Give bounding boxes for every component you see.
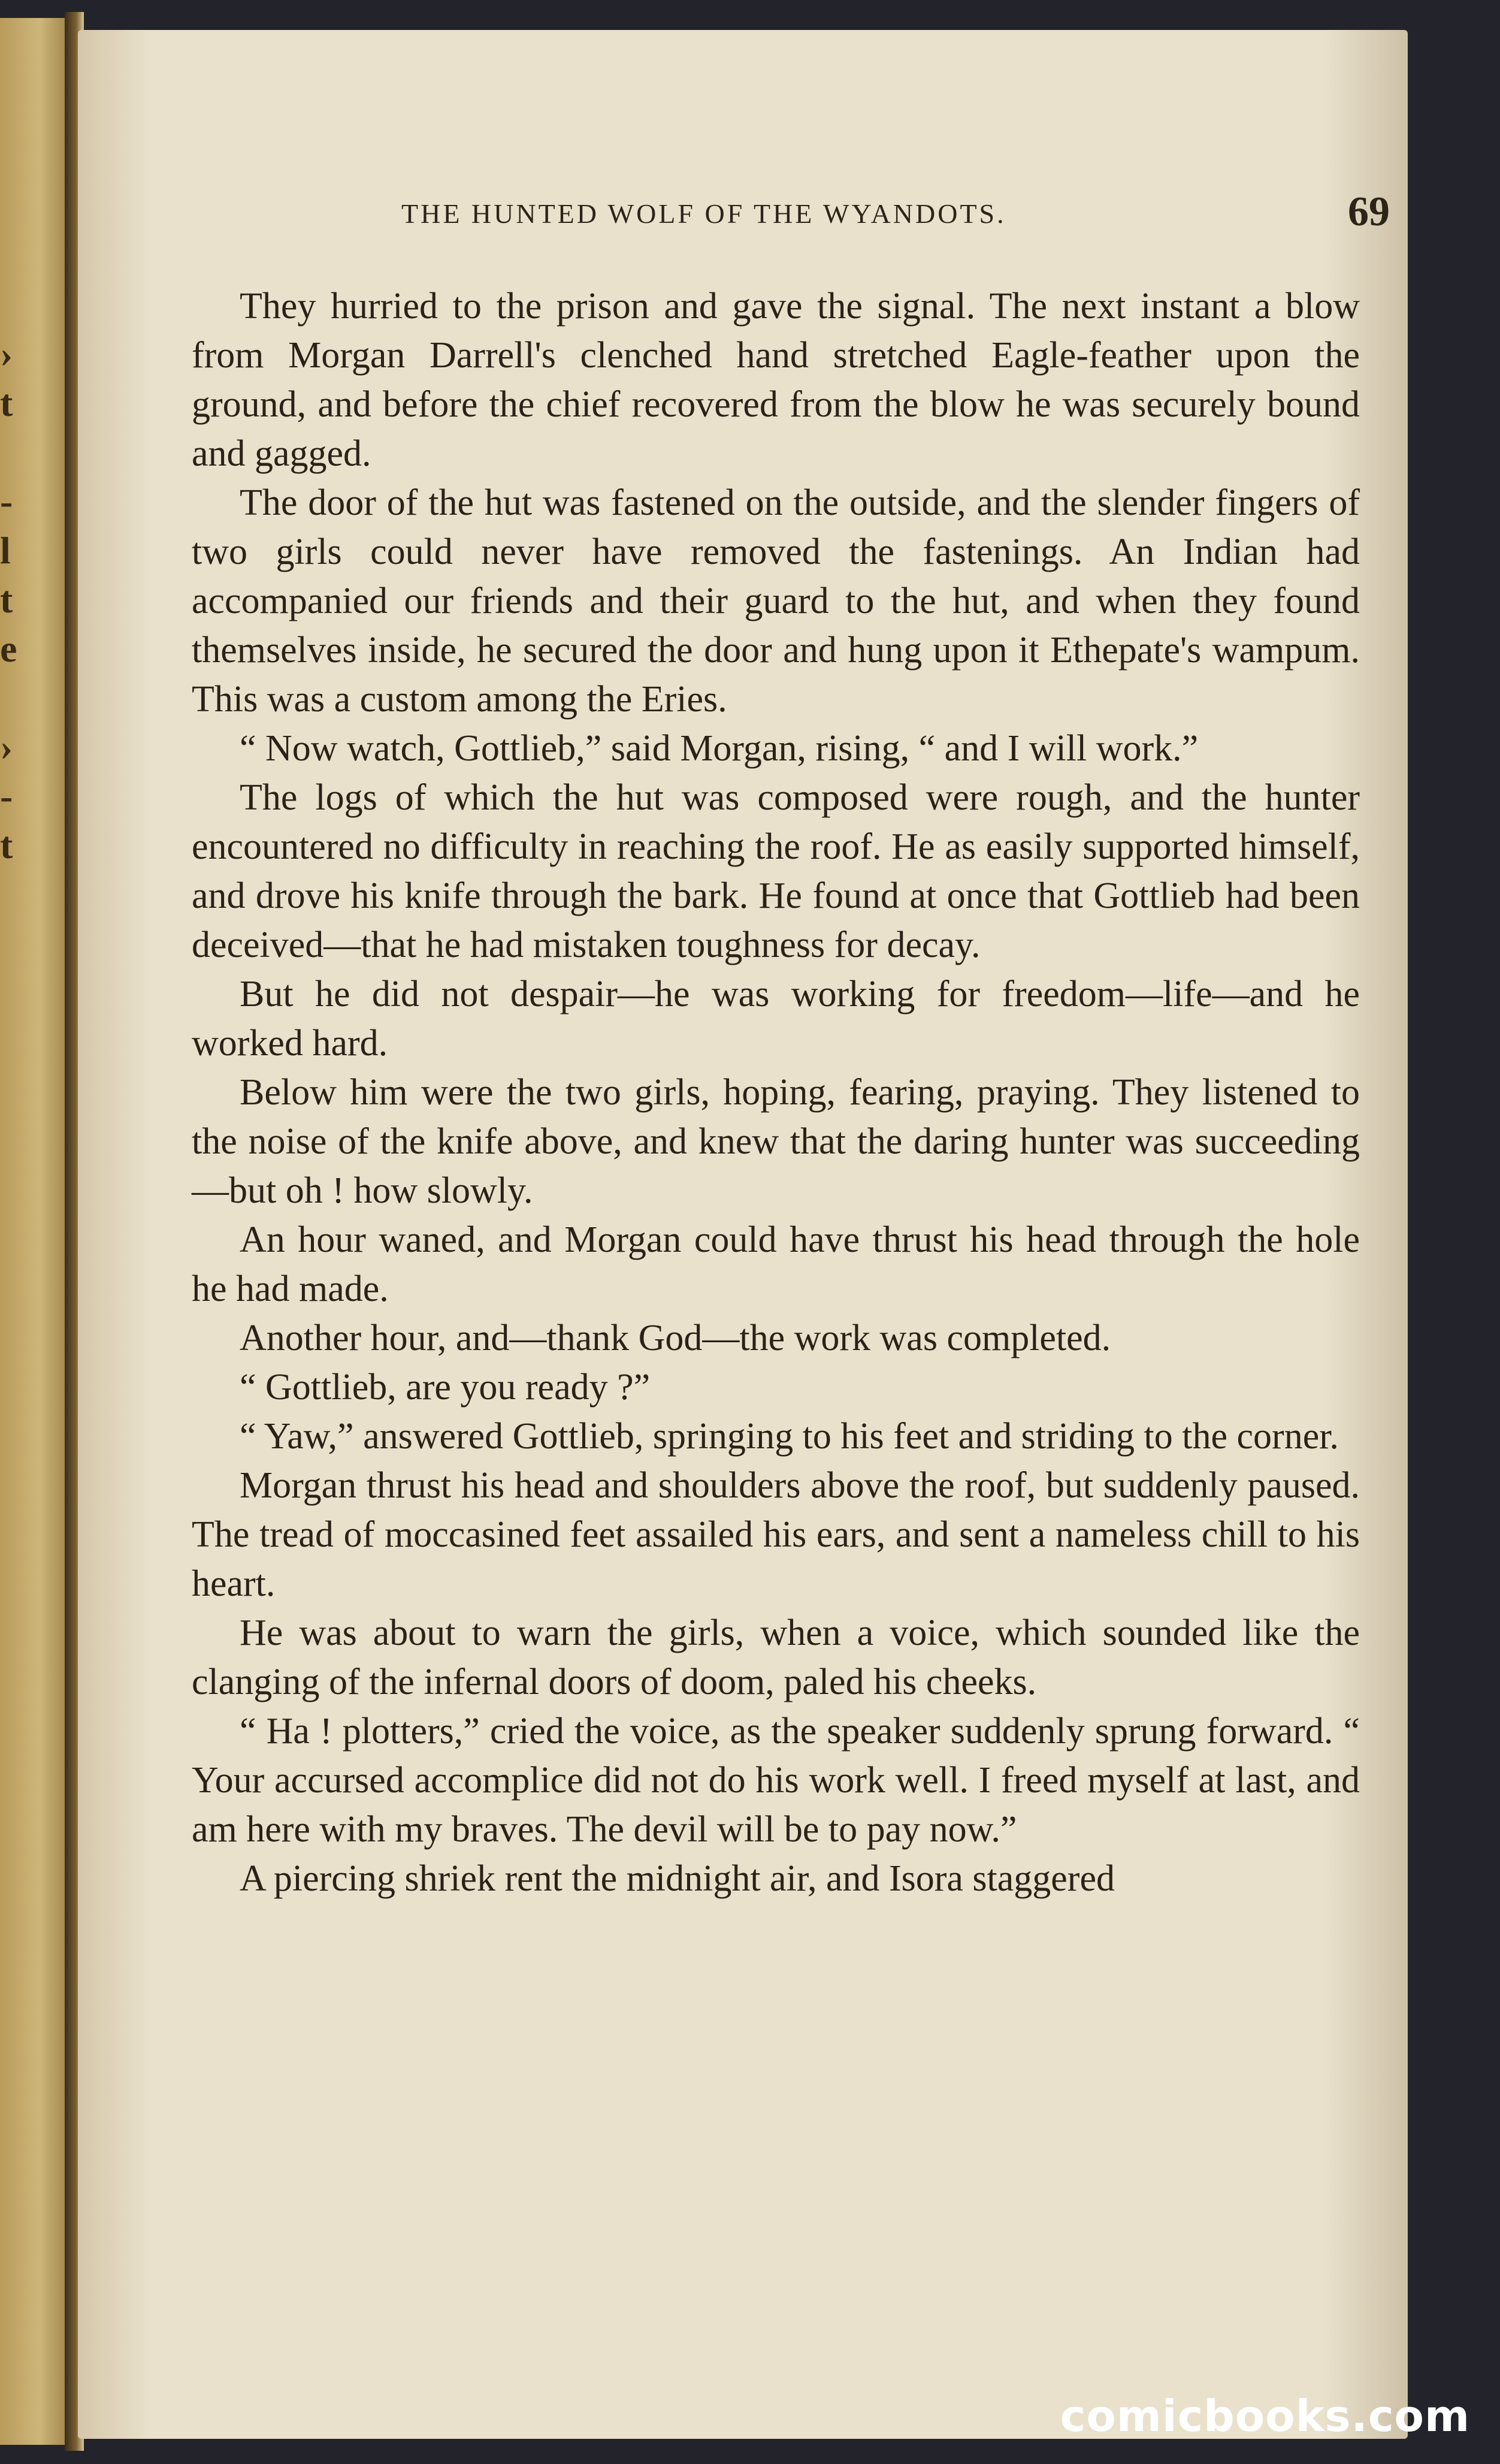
paragraph: The door of the hut was fastened on the outside, and the slender fingers of two girls could never have removed the fastenings. An Indian had accompanied our friends and their guard to the hut, and when they found themselves inside, he secured the door and hung upon it Ethepate's wampum. This was a custom among the Eries. <box>192 482 1360 720</box>
paragraph: Morgan thrust his head and shoulders above the roof, but suddenly paused. The tread of moccasined feet assailed his ears, and sent a nameless chill to his heart. <box>192 1465 1360 1604</box>
paragraph: But he did not despair—he was working for freedom—life—and he worked hard. <box>192 974 1360 1064</box>
paragraph: “ Now watch, Gottlieb,” said Morgan, rising, “ and I will work.” <box>240 728 1199 769</box>
facing-page-fragment: l <box>0 529 11 572</box>
paragraph: Another hour, and—thank God—the work was completed. <box>240 1318 1111 1358</box>
page-number: 69 <box>1348 189 1390 235</box>
facing-page-fragment: - <box>0 775 13 817</box>
page-header <box>323 189 1408 240</box>
paragraph: An hour waned, and Morgan could have thrust his head through the hole he had made. <box>192 1219 1360 1309</box>
facing-page-fragment <box>0 674 24 723</box>
book-page <box>78 30 1408 2439</box>
facing-page-fragment: - <box>0 480 13 523</box>
facing-page-fragment: › <box>0 726 13 768</box>
facing-page-fragment: e <box>0 627 17 670</box>
running-title: THE HUNTED WOLF OF THE WYANDOTS. <box>401 198 1006 229</box>
paragraph: He was about to warn the girls, when a voice, which sounded like the clanging of the infernal doors of doom, paled his cheeks. <box>192 1613 1360 1702</box>
facing-page-fragment: t <box>0 382 13 424</box>
facing-page-fragment: › <box>0 333 13 375</box>
body-text <box>192 282 1360 1903</box>
paragraph: Below him were the two girls, hoping, fearing, praying. They listened to the noise of the knife above, and knew that the daring hunter was succeeding—but oh ! how slowly. <box>192 1072 1360 1211</box>
facing-page-fragments <box>0 330 24 870</box>
paragraph: “ Yaw,” answered Gottlieb, springing to his feet and striding to the corner. <box>240 1416 1339 1457</box>
facing-page-fragment: t <box>0 824 13 866</box>
facing-page-edge <box>0 18 72 2445</box>
facing-page-fragment: t <box>0 578 13 621</box>
paragraph: The logs of which the hut was composed were rough, and the hunter encountered no difficulty in reaching the roof. He as easily supported himself, and drove his knife through the bark. He found at once that Gottlieb had been deceived—that he had mistaken toughness for decay. <box>192 777 1360 965</box>
watermark: comicbooks.com <box>1060 2391 1470 2441</box>
paragraph: “ Gottlieb, are you ready ?” <box>240 1367 651 1408</box>
facing-page-fragment <box>0 428 24 477</box>
paragraph: They hurried to the prison and gave the signal. The next instant a blow from Morgan Darrell's clenched hand stretched Eagle-feather upon the ground, and before the chief recovered from the blow he was securely bound and gagged. <box>192 286 1360 474</box>
paragraph: A piercing shriek rent the midnight air, and Isora staggered <box>240 1858 1115 1899</box>
paragraph: “ Ha ! plotters,” cried the voice, as the speaker suddenly sprung forward. “ Your accursed accomplice did not do his work well. I freed myself at last, and am here with my braves. The devil will be to pay now.” <box>192 1711 1360 1850</box>
